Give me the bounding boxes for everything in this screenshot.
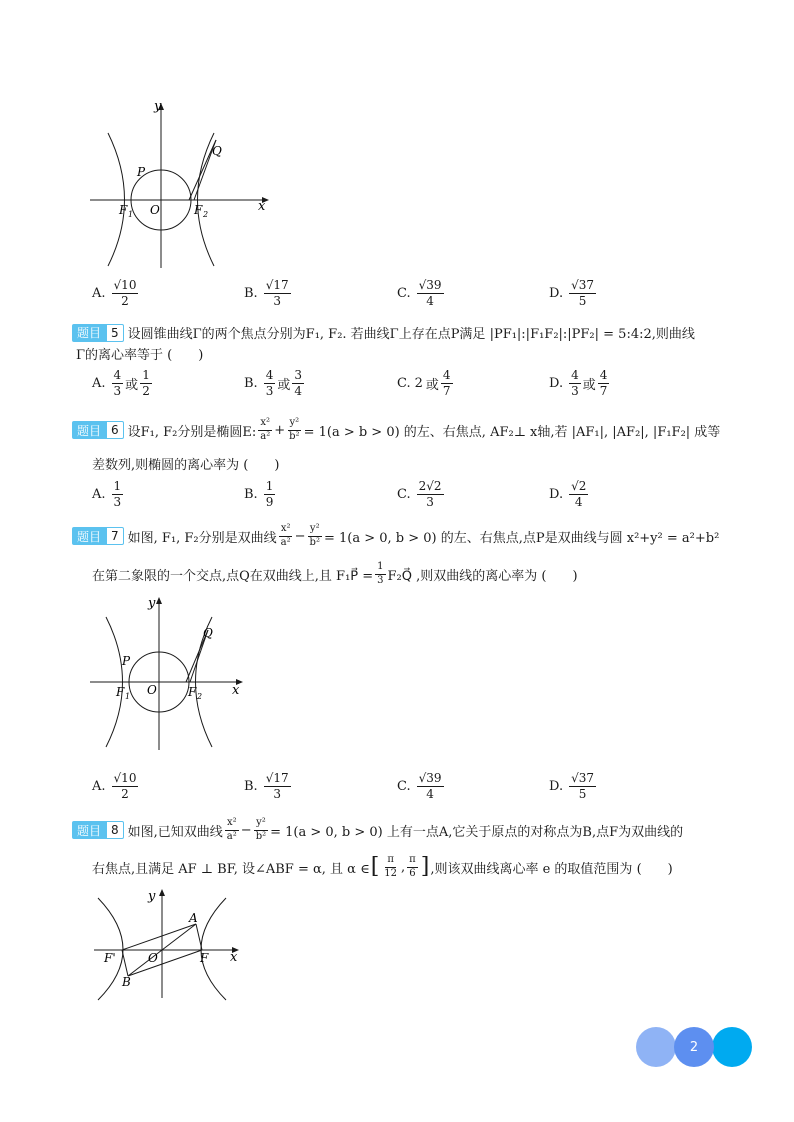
fig1-origin-label: O [150,203,160,217]
q7-option-c[interactable]: C. $\frac{√39}{4}$ [397,770,442,801]
fig2-f2-label: F [188,685,197,699]
q6-line1: 题目 6 设F₁, F₂分别是椭圆E: $\frac{\text{x²}}{\text{a²}}$ + $\frac{\text{y²}}{\text{b²}}$ = 1(a > b > 0) 的左、右焦点, AF₂⊥ x轴,若 |AF₁|, |AF₂|, |F₁F₂| 成等 [72,418,732,442]
fig2-f1-sub: 1 [125,692,131,701]
q7-option-d[interactable]: D. $\frac{√37}{5}$ [549,770,595,801]
fig1-f1-label: F [119,203,128,217]
fig2-f1-label: F [116,685,125,699]
fig2-y-label: y [148,596,156,611]
q5-line2: Γ的离心率等于 ( ) [76,348,204,363]
q7-option-a[interactable]: A. $\frac{√10}{2}$ [92,770,137,801]
q6-badge: 题目 6 [72,421,124,439]
q5-line1 [72,323,732,342]
q4-option-a[interactable]: A. $\frac{√10}{2}$ [92,277,137,308]
q4-option-b[interactable]: B. $\frac{√17}{3}$ [244,277,289,308]
fig1-q-label: Q [212,144,222,158]
page-number: 2 [689,1039,699,1055]
fig2-origin-label: O [147,683,157,697]
q5-options [92,363,712,403]
q5-option-a[interactable]: A. $\frac{4}{3}$ 或 $\frac{1}{2}$ [92,367,150,398]
fig3-fprime-label: F' [104,951,116,965]
q6-option-c[interactable]: C. $\frac{2√2}{3}$ [397,478,442,509]
fig2-f2-sub: 2 [197,692,203,701]
fig1-f2-label: F [194,203,203,217]
q6-option-a[interactable]: A. $\frac{1}{3}$ [92,478,122,509]
fig3-origin-label: O [148,951,158,965]
q7-line2: 在第二象限的一个交点,点Q在双曲线上,且 F₁P⃗ = $\frac{1}{3}$ F₂Q⃗ ,则双曲线的离心率为 ( ) [92,561,578,586]
q5-option-d[interactable]: D. $\frac{4}{3}$ 或 $\frac{4}{7}$ [549,367,608,398]
fig1-p-label: P [137,165,146,179]
q6-option-d[interactable]: D. $\frac{√2}{4}$ [549,478,587,509]
figure-hyperbola-3 [90,886,250,1004]
fig2-q-label: Q [203,626,213,640]
q7-option-b[interactable]: B. $\frac{√17}{3}$ [244,770,289,801]
fig2-x-label: x [232,683,240,698]
page-deco-circle-left [636,1027,676,1067]
fig1-f2-sub: 2 [203,210,209,219]
fig1-f1-sub: 1 [128,210,134,219]
fig3-y-label: y [148,889,156,904]
q5-badge: 题目 5 [72,324,124,342]
fig3-a-label: A [189,911,198,925]
q4-option-c[interactable]: C. $\frac{√39}{4}$ [397,277,442,308]
q7-badge: 题目 7 [72,527,124,545]
q4-option-d[interactable]: D. $\frac{√37}{5}$ [549,277,595,308]
fig2-p-label: P [122,654,131,668]
q5-option-b[interactable]: B. $\frac{4}{3}$ 或 $\frac{3}{4}$ [244,367,302,398]
page-deco-circle-right [712,1027,752,1067]
fig1-x-label: x [258,199,266,214]
q6-options [92,474,712,514]
q8-line1: 题目 8 如图,已知双曲线 $\frac{\text{x²}}{\text{a²}}$ − $\frac{\text{y²}}{\text{b²}}$ = 1(a > 0, b > 0) 上有一点A,它关于原点的对称点为B,点F为双曲线的 [72,818,732,842]
q7-options [92,766,712,806]
q5-text-1: 设圆锥曲线Γ的两个焦点分别为F₁, F₂. 若曲线Γ上存在点P满足 |PF₁|:|F₁F₂|:|PF₂| = 5:4:2,则曲线 [127,327,695,342]
q7-line1: 题目 7 如图, F₁, F₂分别是双曲线 $\frac{\text{x²}}{\text{a²}}$ − $\frac{\text{y²}}{\text{b²}}$ = 1(a > 0, b > 0) 的左、右焦点,点P是双曲线与圆 x²+y² = a²+b² [72,524,732,548]
q8-badge: 题目 8 [72,821,124,839]
q6-option-b[interactable]: B. $\frac{1}{9}$ [244,478,274,509]
q8-line2: 右焦点,且满足 AF ⊥ BF, 设∠ABF = α, 且 α ∈ [ $\frac{\pi}{12}$ , $\frac{\pi}{6}$ ] ,则该双曲线离心率 e 的取值范围为 ( ) [92,854,673,879]
q5-option-c[interactable]: C. 2 或 $\frac{4}{7}$ [397,367,451,398]
fig3-f-label: F [200,951,209,965]
fig1-y-label: y [154,99,162,114]
fig3-b-label: B [122,975,131,989]
figure-hyperbola-2 [86,592,256,757]
fig3-x-label: x [230,950,238,965]
q6-line2: 差数列,则椭圆的离心率为 ( ) [92,458,280,473]
q4-options [92,273,712,313]
figure-hyperbola-1 [86,98,276,273]
